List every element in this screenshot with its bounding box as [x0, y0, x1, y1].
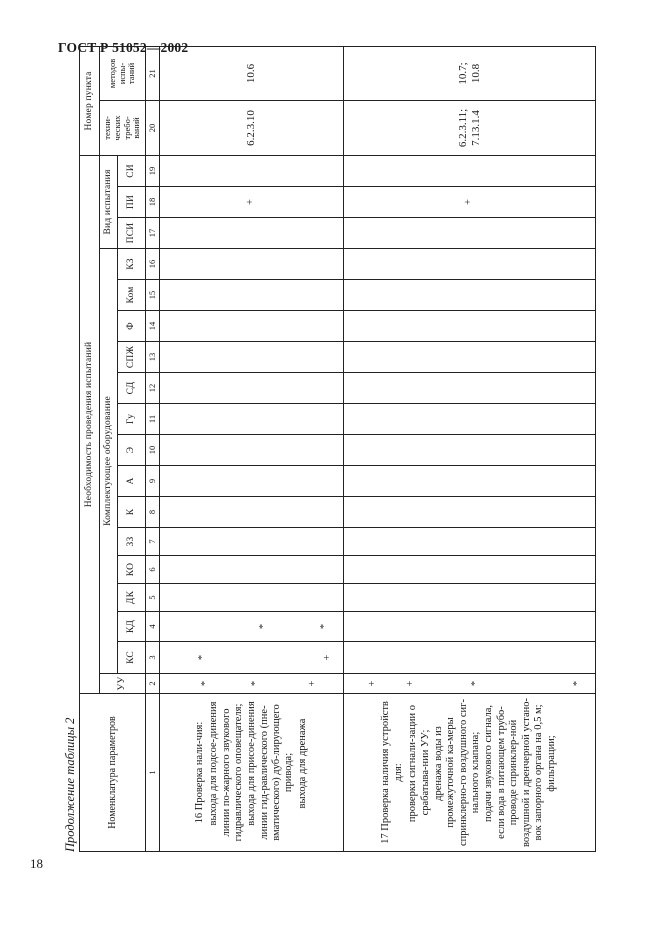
mark: + — [306, 680, 318, 687]
header-sd: СД — [118, 373, 146, 404]
header-spzh: СПЖ — [118, 342, 146, 373]
header-si: СИ — [118, 155, 146, 186]
header-kz: КЗ — [118, 249, 146, 280]
mark: + — [321, 654, 333, 661]
mark: * — [258, 623, 270, 630]
col-number: 3 — [146, 642, 160, 674]
header-a: А — [118, 466, 146, 497]
mark: + — [366, 680, 378, 687]
col-number: 5 — [146, 584, 160, 612]
table-continuation-label: Продолжение таблицы 2 — [63, 717, 77, 852]
mark: + — [463, 199, 475, 205]
header-ks: КС — [118, 642, 146, 674]
param-16-item: выхода для дренажа — [296, 718, 308, 809]
col-number: 19 — [146, 155, 160, 186]
param-17-item: подачи звукового сигнала, если вода в питающем трубо-проводе спринклер-ной воздушной и дренчерной устано-вок запорного органа на 0,5 м; — [483, 698, 544, 847]
header-e: Э — [118, 435, 146, 466]
header-kd: КД — [118, 612, 146, 642]
uu-cell-17 — [344, 674, 596, 694]
rotated-table-area — [63, 58, 603, 852]
header-f: Ф — [118, 311, 146, 342]
col-number: 15 — [146, 280, 160, 311]
mark: * — [250, 680, 262, 687]
mark: + — [405, 680, 417, 687]
col-number: 16 — [146, 249, 160, 280]
header-item-number: Номер пункта — [80, 46, 100, 155]
document-code: ГОСТ Р 51052—2002 — [58, 40, 189, 55]
col-number: 12 — [146, 373, 160, 404]
col-number: 1 — [146, 694, 160, 852]
ks-cell-16 — [160, 642, 344, 674]
mark: * — [318, 623, 330, 630]
col-number: 10 — [146, 435, 160, 466]
header-ko: КО — [118, 556, 146, 584]
mark: * — [199, 680, 211, 687]
param-16-item: выхода для подсое-динения линии по-жарного звукового гидравлического оповещателя; — [208, 701, 244, 842]
col-number: 14 — [146, 311, 160, 342]
tech-req-ref-17: 6.2.3.11; 7.13.1.4 — [344, 100, 596, 155]
mark: + — [245, 199, 257, 205]
test-method-ref-17: 10.7; 10.8 — [344, 46, 596, 100]
col-number: 20 — [146, 100, 160, 155]
param-17-item: проверки сигнали-зации о срабатыва-нии УУ; — [407, 704, 431, 823]
param-16-item: выхода для присое-динения линии гид-равлического (пне-вматического) дуб-лирующего привода; — [246, 701, 295, 841]
col-number: 9 — [146, 466, 160, 497]
uu-cell-16 — [160, 674, 344, 694]
header-uu: УУ — [100, 674, 146, 694]
table-row-16 — [160, 46, 344, 851]
pi-cell-16 — [160, 187, 344, 218]
header-test-methods: методов испы- таний — [100, 46, 146, 100]
header-zz: ЗЗ — [118, 528, 146, 556]
col-number: 7 — [146, 528, 160, 556]
test-method-ref-16: 10.6 — [160, 46, 344, 100]
mark: * — [197, 654, 209, 661]
col-number: 6 — [146, 556, 160, 584]
page-number: 18 — [30, 856, 43, 871]
requirements-table — [79, 46, 596, 852]
param-16-heading: 16 Проверка нали-чия: — [193, 721, 205, 824]
header-psi: ПСИ — [118, 218, 146, 249]
col-number: 18 — [146, 187, 160, 218]
header-pi: ПИ — [118, 187, 146, 218]
col-number: 13 — [146, 342, 160, 373]
col-number: 2 — [146, 674, 160, 694]
col-number: 17 — [146, 218, 160, 249]
col-number: 21 — [146, 46, 160, 100]
header-gu: Гу — [118, 404, 146, 435]
header-tech-requirements: техни- ческих требо- ваний — [100, 100, 146, 155]
kd-cell-16 — [160, 612, 344, 642]
header-param-nomenclature: Номенклатура параметров — [80, 694, 146, 852]
mark: * — [571, 680, 583, 687]
header-kom: Ком — [118, 280, 146, 311]
col-number: 8 — [146, 497, 160, 528]
col-number: 4 — [146, 612, 160, 642]
param-17-heading: 17 Проверка наличия устройств для: — [380, 701, 404, 844]
param-17-item: фильтрации; — [546, 735, 558, 792]
header-k: К — [118, 497, 146, 528]
header-test-types: Вид испытания — [100, 155, 118, 248]
param-17-item: дренажа воды из промежуточной ка-меры спринклерно-го воздушного сиг-нального клапана; — [432, 699, 481, 846]
header-testing-necessity: Необходимость проведения испытаний — [80, 155, 100, 693]
header-equipment: Комплектующее оборудование — [100, 249, 118, 674]
col-number: 11 — [146, 404, 160, 435]
table-row-17 — [344, 46, 596, 851]
param-cell-17 — [344, 694, 596, 852]
tech-req-ref-16: 6.2.3.10 — [160, 100, 344, 155]
param-cell-16 — [160, 694, 344, 852]
header-dk: ДК — [118, 584, 146, 612]
mark: * — [469, 680, 481, 687]
pi-cell-17 — [344, 187, 596, 218]
